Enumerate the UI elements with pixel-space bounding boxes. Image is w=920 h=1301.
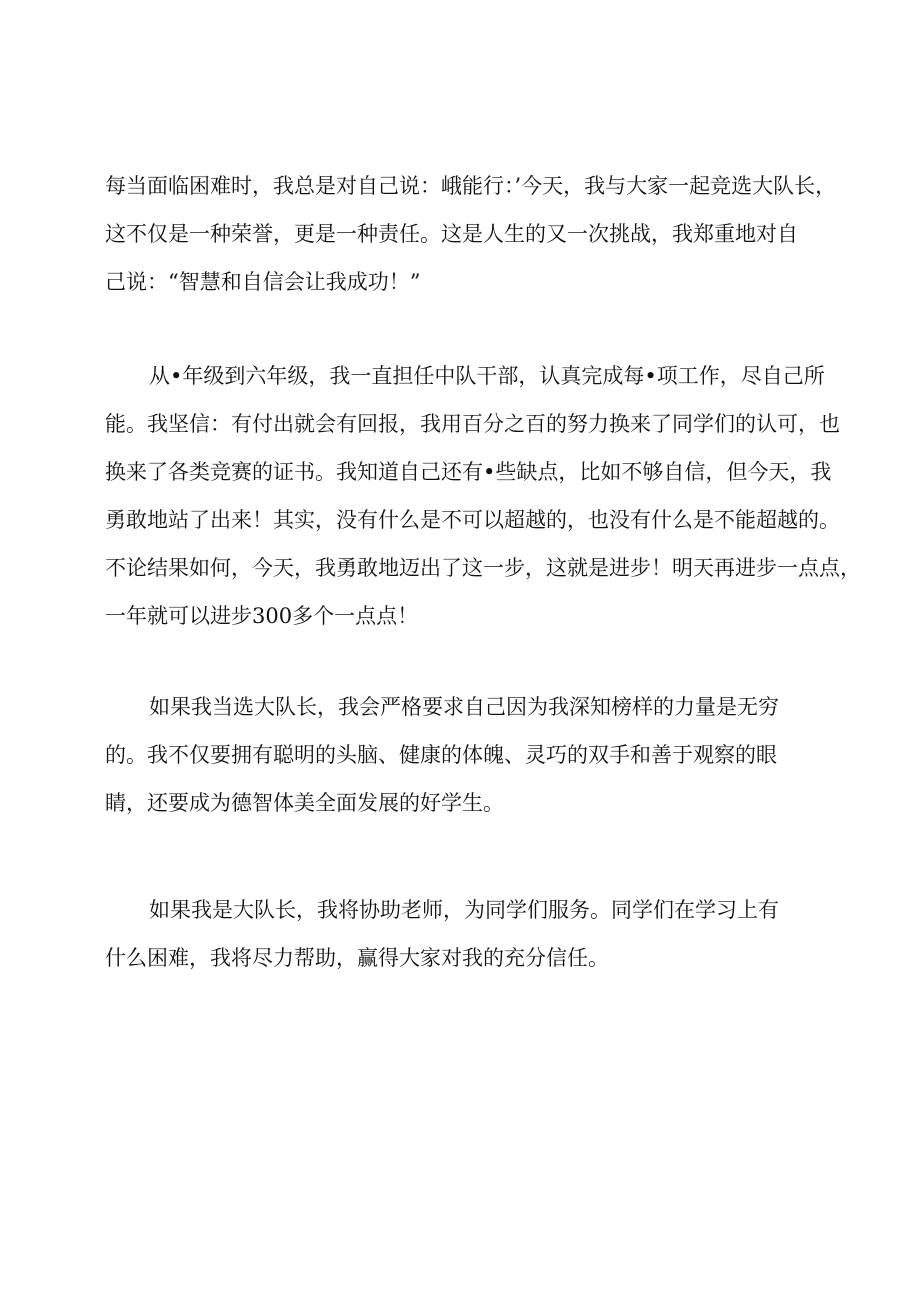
paragraph-line: 这不仅是一种荣誉，更是一种责任。这是人生的又一次挑战，我郑重地对自 <box>105 222 798 246</box>
paragraph-line: 一年就可以进步300多个一点点！ <box>105 604 419 628</box>
paragraph-line: 不论结果如何，今天，我勇敢地迈出了这一步，这就是进步！明天再进步一点点， <box>105 556 861 580</box>
paragraph-3 <box>105 683 825 827</box>
paragraph-line: 己说：“智慧和自信会让我成功！” <box>105 270 421 294</box>
paragraph-line: 什么困难，我将尽力帮助，赢得大家对我的充分信任。 <box>105 946 609 970</box>
paragraph-1 <box>105 162 837 306</box>
paragraph-line: 每当面临困难时，我总是对自己说：峨能行：’今天，我与大家一起竞选大队长， <box>105 174 837 198</box>
paragraph-line: 的。我不仅要拥有聪明的头脑、健康的体魄、灵巧的双手和善于观察的眼 <box>105 743 777 767</box>
paragraph-4 <box>105 886 825 982</box>
paragraph-line: 睛，还要成为德智体美全面发展的好学生。 <box>105 791 504 815</box>
paragraph-line: 如果我是大队长，我将协助老师，为同学们服务。同学们在学习上有 <box>149 898 779 922</box>
paragraph-line: 如果我当选大队长，我会严格要求自己因为我深知榜样的力量是无穷 <box>149 695 779 719</box>
paragraph-2 <box>105 352 861 640</box>
paragraph-line: 从•年级到六年级，我一直担任中队干部，认真完成每•项工作，尽自己所 <box>149 364 825 388</box>
paragraph-line: 能。我坚信：有付出就会有回报，我用百分之百的努力换来了同学们的认可，也 <box>105 412 840 436</box>
paragraph-line: 换来了各类竞赛的证书。我知道自己还有•些缺点，比如不够自信，但今天，我 <box>105 460 832 484</box>
paragraph-line: 勇敢地站了出来！其实，没有什么是不可以超越的，也没有什么是不能超越的。 <box>105 508 840 532</box>
